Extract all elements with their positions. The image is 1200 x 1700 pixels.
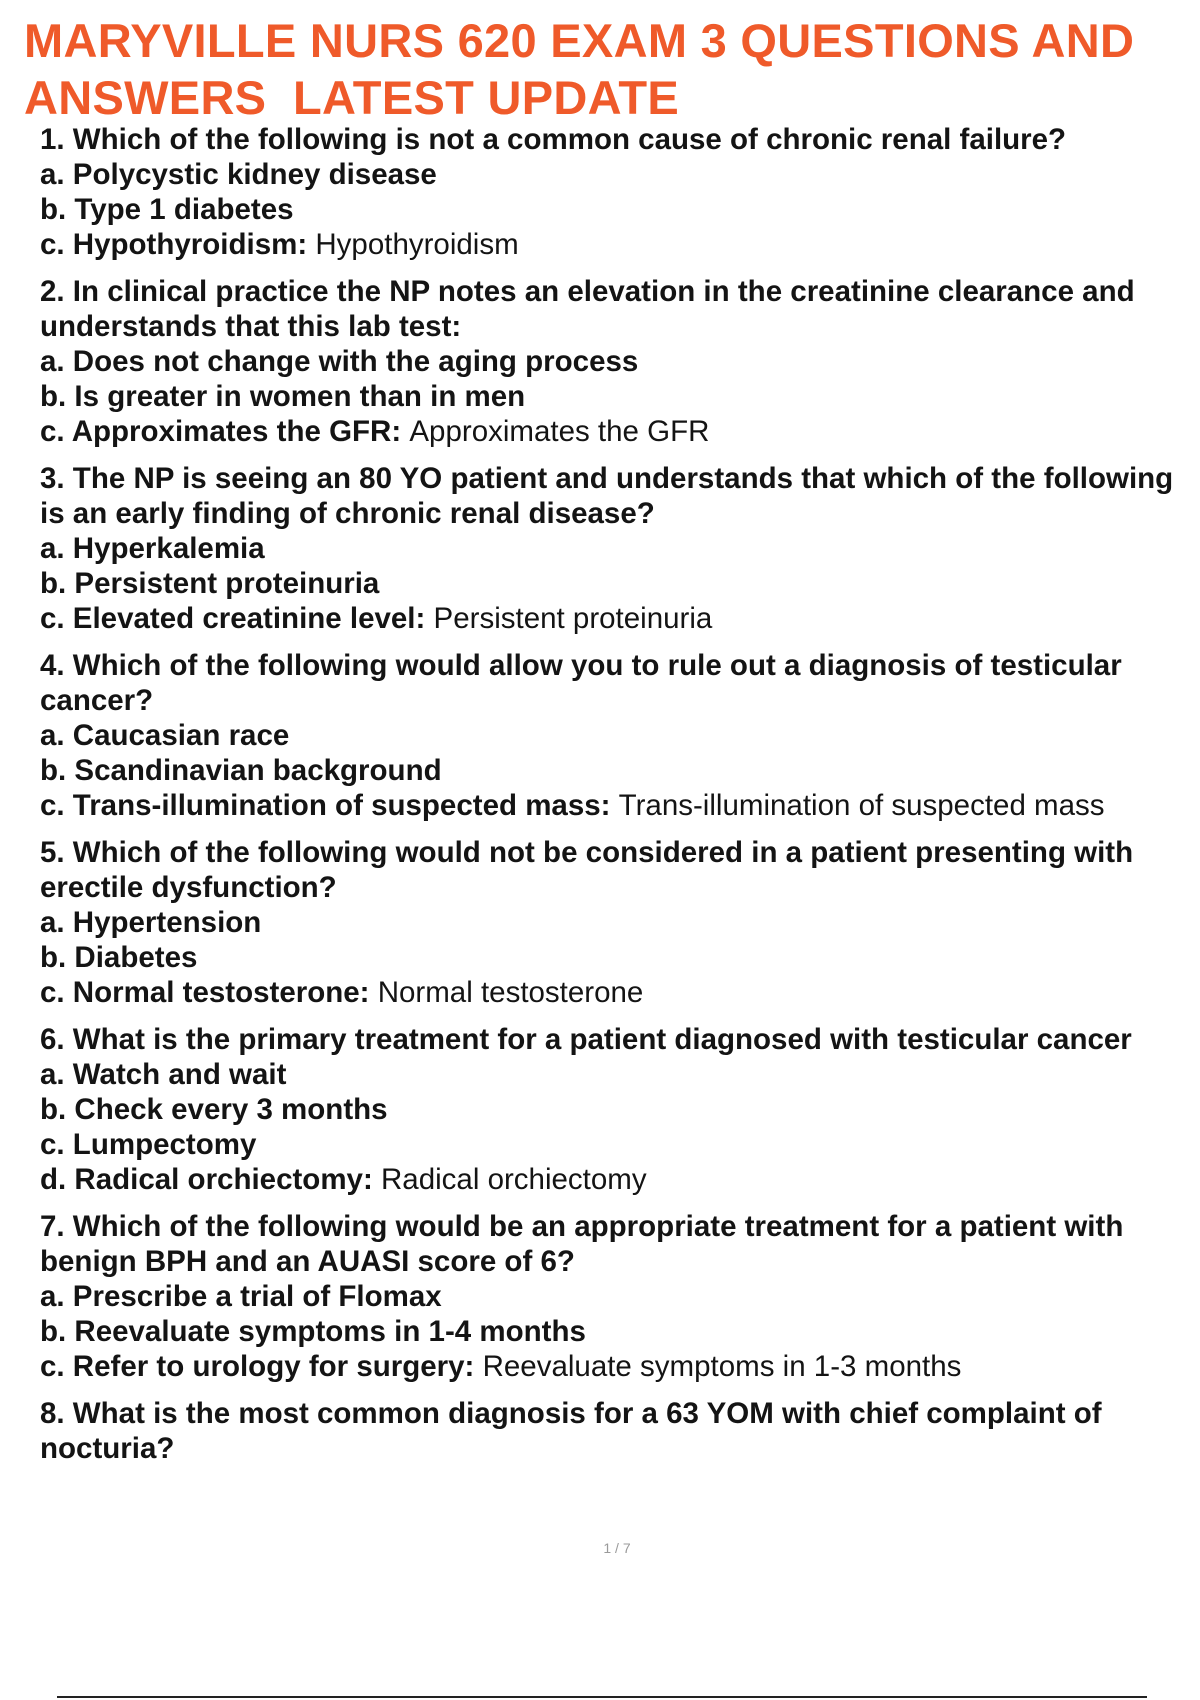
answer-line [40, 788, 1190, 823]
answer-line [40, 414, 1190, 449]
correct-answer: Approximates the GFR [409, 415, 710, 448]
answer-line [40, 1349, 1190, 1384]
answer-option: a. Watch and wait [40, 1058, 287, 1091]
document-title [24, 12, 1184, 126]
answer-option: b. Persistent proteinuria [40, 567, 380, 600]
answer-option: c. Approximates the GFR: [40, 415, 402, 448]
question-block [40, 274, 1190, 449]
correct-answer: Hypothyroidism [315, 228, 519, 261]
title-line-1: MARYVILLE NURS 620 EXAM 3 QUESTIONS AND [24, 14, 1135, 67]
answer-line [40, 227, 1190, 262]
answer-option: a. Polycystic kidney disease [40, 158, 437, 191]
answer-option: b. Check every 3 months [40, 1093, 388, 1126]
answer-line [40, 1162, 1190, 1197]
answer-option: b. Reevaluate symptoms in 1-4 months [40, 1315, 586, 1348]
question-list [40, 122, 1190, 1478]
answer-option: a. Hypertension [40, 906, 262, 939]
answer-option: c. Hypothyroidism: [40, 228, 308, 261]
question-block [40, 648, 1190, 823]
question-text: 8. What is the most common diagnosis for a 63 YOM with chief complaint of nocturia? [40, 1397, 1102, 1465]
answer-option: d. Radical orchiectomy: [40, 1163, 373, 1196]
correct-answer: Trans-illumination of suspected mass [618, 789, 1105, 822]
answer-option: a. Prescribe a trial of Flomax [40, 1280, 442, 1313]
answer-option: c. Elevated creatinine level: [40, 602, 426, 635]
correct-answer: Normal testosterone [377, 976, 644, 1009]
answer-line [40, 601, 1190, 636]
question-text: 1. Which of the following is not a common cause of chronic renal failure? [40, 123, 1067, 156]
answer-option: a. Hyperkalemia [40, 532, 265, 565]
question-block [40, 461, 1190, 636]
answer-option: b. Scandinavian background [40, 754, 442, 787]
answer-option: a. Does not change with the aging process [40, 345, 639, 378]
title-line-2: ANSWERS LATEST UPDATE [24, 71, 680, 124]
question-block [40, 1396, 1190, 1466]
question-block [40, 1209, 1190, 1384]
question-text: 7. Which of the following would be an appropriate treatment for a patient with benign BPH and an AUASI score of 6? [40, 1210, 1124, 1278]
answer-option: c. Lumpectomy [40, 1128, 257, 1161]
question-text: 2. In clinical practice the NP notes an elevation in the creatinine clearance and understands that this lab test: [40, 275, 1135, 343]
answer-option: b. Type 1 diabetes [40, 193, 294, 226]
answer-option: c. Trans-illumination of suspected mass: [40, 789, 611, 822]
answer-option: c. Normal testosterone: [40, 976, 370, 1009]
question-text: 4. Which of the following would allow you to rule out a diagnosis of testicular cancer? [40, 649, 1122, 717]
page-divider [57, 1696, 1147, 1698]
correct-answer: Radical orchiectomy [381, 1163, 647, 1196]
answer-option: c. Refer to urology for surgery: [40, 1350, 475, 1383]
answer-line [40, 975, 1190, 1010]
answer-option: b. Diabetes [40, 941, 198, 974]
correct-answer: Reevaluate symptoms in 1-3 months [482, 1350, 962, 1383]
question-block [40, 835, 1190, 1010]
answer-option: a. Caucasian race [40, 719, 290, 752]
answer-option: b. Is greater in women than in men [40, 380, 526, 413]
question-text: 6. What is the primary treatment for a patient diagnosed with testicular cancer [40, 1023, 1132, 1056]
page-number: 1 / 7 [603, 1540, 631, 1556]
question-block [40, 122, 1190, 262]
question-block [40, 1022, 1190, 1197]
correct-answer: Persistent proteinuria [433, 602, 713, 635]
question-text: 5. Which of the following would not be considered in a patient presenting with erectile dysfunction? [40, 836, 1134, 904]
question-text: 3. The NP is seeing an 80 YO patient and understands that which of the following is an early finding of chronic renal disease? [40, 462, 1174, 530]
